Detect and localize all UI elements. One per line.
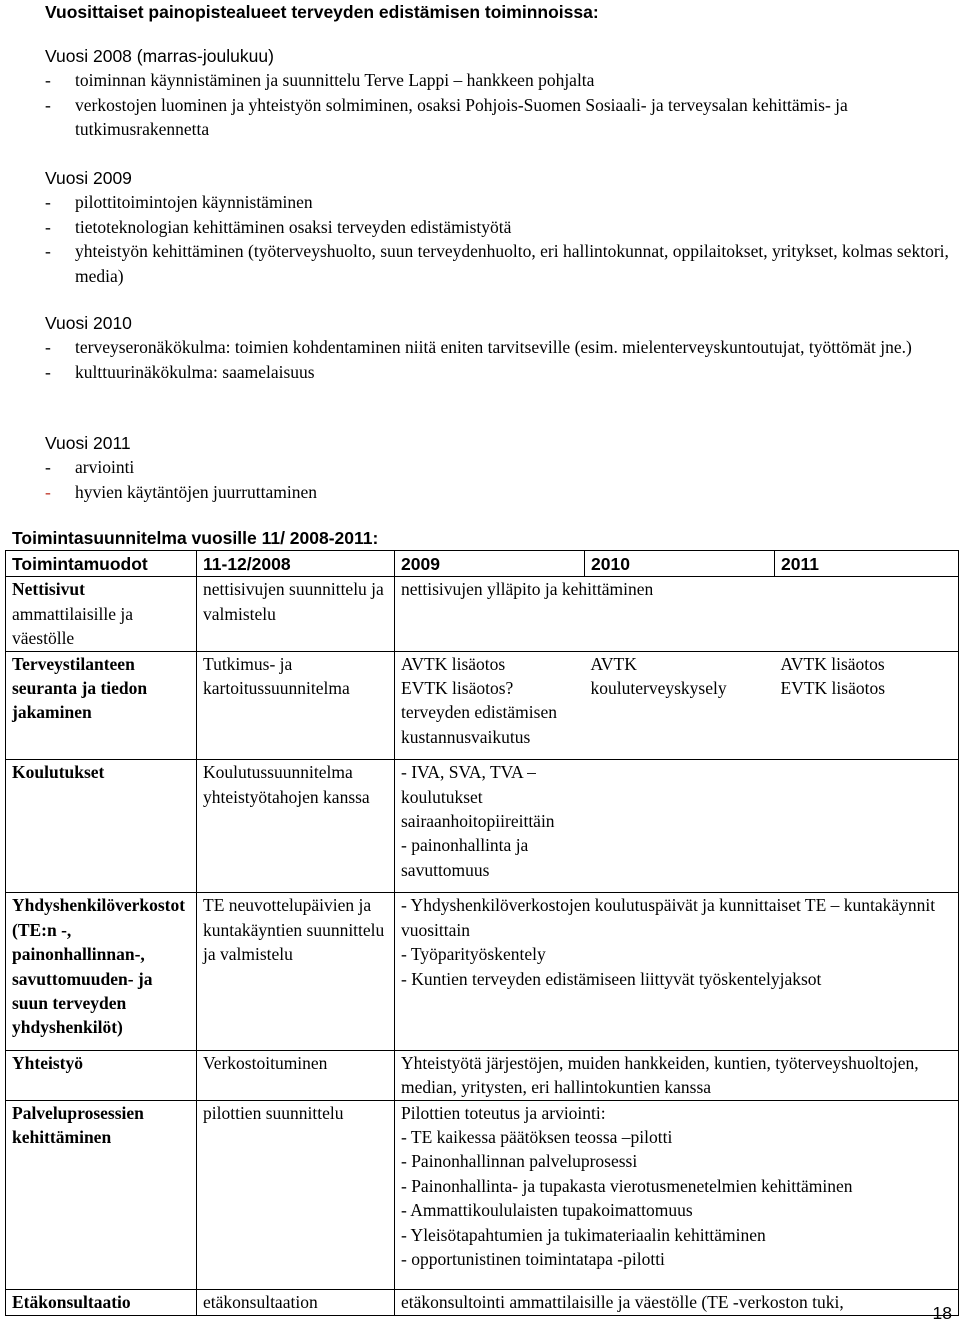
table-cell: nettisivujen ylläpito ja kehittäminen [395, 577, 959, 651]
table-cell: etäkonsultaation [197, 1290, 395, 1315]
table-cell: pilottien suunnittelu [197, 1100, 395, 1290]
row-label: Koulutukset [6, 760, 197, 893]
table-cell: Verkostoituminen [197, 1050, 395, 1100]
table-cell [585, 760, 775, 893]
table-cell: AVTK lisäotos EVTK lisäotos [775, 651, 959, 760]
year-heading: Vuosi 2010 [45, 313, 132, 333]
row-label: Yhdyshenkilöverkostot (TE:n -, painonhallinnan-, savuttomuuden- ja suun terveyden yhdyshenkilöt) [6, 893, 197, 1050]
page-heading: Vuosittaiset painopistealueet terveyden edistämisen toiminnoissa: [45, 2, 599, 22]
list-item: - verkostojen luominen ja yhteistyön solmiminen, osaksi Pohjois-Suomen Sosiaali- ja terveysalan kehittämis- ja tutkimusrakennetta [45, 94, 848, 140]
column-header: 11-12/2008 [197, 551, 395, 577]
list-item: - yhteistyön kehittäminen (työterveyshuolto, suun terveydenhuolto, eri hallintokunnat, oppilaitokset, yritykset, kolmas sektori, media) [45, 241, 949, 286]
year-heading: Vuosi 2008 (marras-joulukuu) [45, 46, 274, 66]
column-header: 2010 [585, 551, 775, 577]
table-row [6, 1290, 959, 1315]
table-cell: etäkonsultointi ammattilaisille ja väestölle (TE -verkoston tuki, [395, 1290, 959, 1315]
column-header: 2009 [395, 551, 585, 577]
list-item: - hyvien käytäntöjen juurruttaminen [45, 481, 318, 502]
list-item: - arviointi [45, 457, 135, 478]
table-cell: Tutkimus- ja kartoitussuunnitelma [197, 651, 395, 760]
plan-title: Toimintasuunnitelma vuosille 11/ 2008-2011: [12, 528, 379, 548]
table-row [6, 1100, 959, 1290]
row-label: Palveluprosessien kehittäminen [6, 1100, 197, 1290]
action-plan-table [5, 550, 959, 1316]
list-item: - terveyseronäkökulma: toimien kohdentaminen niitä eniten tarvitseville (esim. mielenterveyskuntoutujat, työttömät jne.) [45, 337, 912, 358]
table-cell: nettisivujen suunnittelu ja valmistelu [197, 577, 395, 651]
year-2009-section [45, 166, 955, 288]
table-cell: Pilottien toteutus ja arviointi: - TE kaikessa päätöksen teossa –pilotti - Painonhallinnan palveluprosessi - Painonhallinta- ja tupakasta vierotusmenetelmien kehittäminen - Ammattikoululaisten tupakoimattomuus - Yleisötapahtumien ja tukimateriaalin kehittäminen - opportunistinen toimintatapa -pilotti [395, 1100, 959, 1290]
year-heading: Vuosi 2009 [45, 168, 132, 188]
year-2010-section [45, 311, 955, 384]
table-cell: TE neuvottelupäivien ja kuntakäyntien suunnittelu ja valmistelu [197, 893, 395, 1050]
row-label: Nettisivut ammattilaisille ja väestölle [6, 577, 197, 651]
table-row [6, 577, 959, 651]
table-cell [775, 760, 959, 893]
table-row [6, 651, 959, 760]
table-cell: Yhteistyötä järjestöjen, muiden hankkeiden, kuntien, työterveyshuoltojen, median, yritysten, eri hallintokuntien kanssa [395, 1050, 959, 1100]
table-cell: - Yhdyshenkilöverkostojen koulutuspäivät ja kunnittaiset TE – kuntakäynnit vuosittain - Työparityöskentely - Kuntien terveyden edistämiseen liittyvät työskentelyjaksot [395, 893, 959, 1050]
list-item: - pilottitoimintojen käynnistäminen [45, 192, 313, 213]
row-label: Terveystilanteen seuranta ja tiedon jakaminen [6, 651, 197, 760]
row-label: Yhteistyö [6, 1050, 197, 1100]
year-heading: Vuosi 2011 [45, 433, 131, 453]
year-2008-section [45, 44, 955, 142]
table-row [6, 893, 959, 1050]
year-2011-section [45, 431, 955, 504]
list-item: - kulttuurinäkökulma: saamelaisuus [45, 361, 315, 382]
page-number: 18 [932, 1303, 952, 1323]
column-header: Toimintamuodot [6, 551, 197, 577]
table-row [6, 1050, 959, 1100]
column-header: 2011 [775, 551, 959, 577]
table-row [6, 760, 959, 893]
list-item: - toiminnan käynnistäminen ja suunnittelu Terve Lappi – hankkeen pohjalta [45, 70, 595, 91]
list-item: - tietoteknologian kehittäminen osaksi terveyden edistämistyötä [45, 216, 512, 237]
row-label: Etäkonsultaatio [6, 1290, 197, 1315]
table-cell: - IVA, SVA, TVA –koulutukset sairaanhoitopiireittäin - painonhallinta ja savuttomuus [395, 760, 585, 893]
table-cell: Koulutussuunnitelma yhteistyötahojen kanssa [197, 760, 395, 893]
table-cell: AVTK kouluterveyskysely [585, 651, 775, 760]
table-cell: AVTK lisäotos EVTK lisäotos? terveyden edistämisen kustannusvaikutus [395, 651, 585, 760]
table-header-row [6, 551, 959, 577]
